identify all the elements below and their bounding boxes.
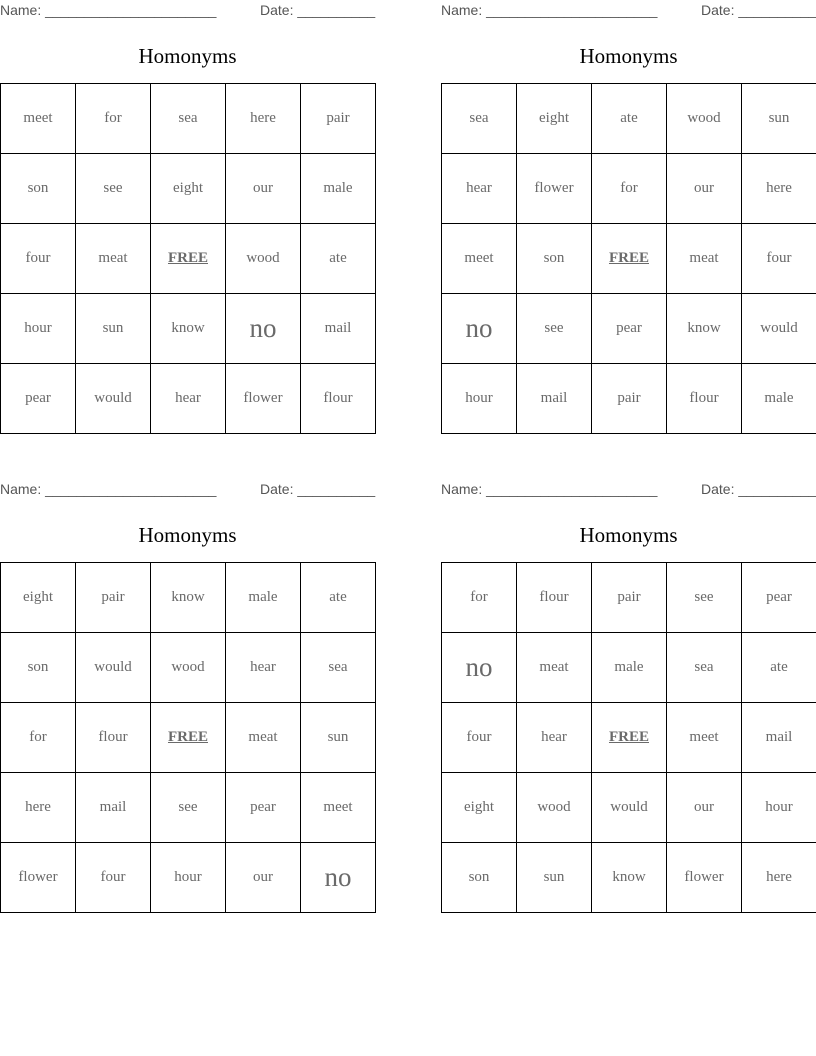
bingo-cell: see [667, 563, 742, 633]
date-field-label: Date: __________ [701, 481, 816, 497]
bingo-cell: hour [151, 843, 226, 913]
bingo-cell: would [592, 773, 667, 843]
date-field-label: Date: __________ [260, 481, 376, 497]
bingo-cell: here [742, 843, 816, 913]
bingo-cell: see [151, 773, 226, 843]
bingo-cell: hear [517, 703, 592, 773]
bingo-cell: hear [442, 154, 517, 224]
bingo-cell: would [76, 633, 151, 703]
bingo-cell: wood [517, 773, 592, 843]
name-field-label: Name: ______________________ [0, 481, 217, 497]
bingo-cell: ate [742, 633, 816, 703]
bingo-row [442, 224, 816, 294]
bingo-cell: meet [667, 703, 742, 773]
bingo-cell: no [226, 294, 301, 364]
bingo-cell: sea [151, 84, 226, 154]
bingo-cell: hear [151, 364, 226, 434]
bingo-cell: here [742, 154, 816, 224]
free-space-cell: FREE [592, 224, 667, 294]
bingo-card [0, 479, 376, 892]
bingo-cell: know [592, 843, 667, 913]
bingo-row [442, 154, 816, 224]
bingo-row [1, 294, 376, 364]
bingo-cell: hour [742, 773, 816, 843]
date-field-label: Date: __________ [701, 2, 816, 18]
bingo-cell: meet [301, 773, 376, 843]
bingo-row [442, 843, 816, 913]
bingo-cell: pear [742, 563, 816, 633]
bingo-row [1, 84, 376, 154]
bingo-row [442, 633, 816, 703]
bingo-cell: meet [1, 84, 76, 154]
bingo-cell: meat [667, 224, 742, 294]
bingo-cell: meat [517, 633, 592, 703]
bingo-cell: know [151, 563, 226, 633]
bingo-cell: flour [76, 703, 151, 773]
bingo-cell: see [76, 154, 151, 224]
bingo-cell: pair [592, 563, 667, 633]
card-title: Homonyms [138, 44, 237, 68]
bingo-card [0, 0, 376, 406]
bingo-cell: son [517, 224, 592, 294]
bingo-row [1, 364, 376, 434]
bingo-row [1, 563, 376, 633]
bingo-grid [441, 562, 816, 913]
card-header [441, 0, 816, 22]
date-field-label: Date: __________ [260, 2, 376, 18]
name-field-label: Name: ______________________ [0, 2, 217, 18]
bingo-cell: ate [301, 563, 376, 633]
name-field-label: Name: ______________________ [441, 2, 658, 18]
bingo-cell: our [667, 773, 742, 843]
free-space-cell: FREE [151, 703, 226, 773]
bingo-cell: would [742, 294, 816, 364]
bingo-cell: male [226, 563, 301, 633]
bingo-row [1, 703, 376, 773]
bingo-cell: our [226, 154, 301, 224]
bingo-cell: pair [592, 364, 667, 434]
bingo-cell: no [442, 294, 517, 364]
bingo-cell: pear [592, 294, 667, 364]
bingo-cell: our [226, 843, 301, 913]
bingo-cell: flower [517, 154, 592, 224]
card-title: Homonyms [579, 44, 678, 68]
bingo-cell: hour [442, 364, 517, 434]
bingo-cell: flour [301, 364, 376, 434]
bingo-cell: son [442, 843, 517, 913]
free-space-cell: FREE [592, 703, 667, 773]
bingo-cell: son [1, 154, 76, 224]
free-space-cell: FREE [151, 224, 226, 294]
bingo-cell: sun [76, 294, 151, 364]
bingo-cell: mail [301, 294, 376, 364]
bingo-card [441, 479, 816, 885]
bingo-cell: male [301, 154, 376, 224]
card-header [0, 479, 375, 501]
bingo-cell: mail [742, 703, 816, 773]
bingo-cell: meat [226, 703, 301, 773]
bingo-row [1, 843, 376, 913]
bingo-cell: pear [1, 364, 76, 434]
bingo-cell: mail [517, 364, 592, 434]
bingo-grid [0, 562, 376, 913]
bingo-cell: here [226, 84, 301, 154]
bingo-cell: pair [301, 84, 376, 154]
bingo-cell: no [442, 633, 517, 703]
bingo-row [442, 773, 816, 843]
bingo-cell: four [76, 843, 151, 913]
bingo-cell: flower [1, 843, 76, 913]
bingo-cell: meet [442, 224, 517, 294]
bingo-card [441, 0, 816, 406]
card-title: Homonyms [579, 523, 678, 547]
bingo-cell: pair [76, 563, 151, 633]
bingo-cell: ate [301, 224, 376, 294]
bingo-row [1, 773, 376, 843]
bingo-cell: here [1, 773, 76, 843]
bingo-cell: wood [226, 224, 301, 294]
bingo-cell: know [151, 294, 226, 364]
bingo-row [442, 703, 816, 773]
bingo-cell: flour [667, 364, 742, 434]
bingo-cell: hear [226, 633, 301, 703]
card-title: Homonyms [138, 523, 237, 547]
bingo-cell: hour [1, 294, 76, 364]
bingo-row [1, 154, 376, 224]
bingo-row [442, 294, 816, 364]
bingo-cell: four [442, 703, 517, 773]
bingo-cell: our [667, 154, 742, 224]
bingo-cell: sun [742, 84, 816, 154]
bingo-cell: mail [76, 773, 151, 843]
bingo-grid [0, 83, 376, 434]
bingo-cell: sun [517, 843, 592, 913]
card-header [0, 0, 375, 22]
bingo-cell: see [517, 294, 592, 364]
bingo-cell: eight [517, 84, 592, 154]
bingo-cell: male [592, 633, 667, 703]
bingo-cell: sun [301, 703, 376, 773]
bingo-cell: ate [592, 84, 667, 154]
bingo-cell: eight [151, 154, 226, 224]
bingo-cell: eight [1, 563, 76, 633]
bingo-cell: four [1, 224, 76, 294]
bingo-cell: wood [151, 633, 226, 703]
bingo-cell: for [76, 84, 151, 154]
bingo-row [442, 563, 816, 633]
bingo-cell: four [742, 224, 816, 294]
bingo-cell: for [592, 154, 667, 224]
bingo-cell: flower [226, 364, 301, 434]
bingo-cell: son [1, 633, 76, 703]
bingo-row [1, 224, 376, 294]
bingo-cell: for [442, 563, 517, 633]
bingo-cell: meat [76, 224, 151, 294]
bingo-cell: pear [226, 773, 301, 843]
bingo-cell: no [301, 843, 376, 913]
bingo-row [1, 633, 376, 703]
bingo-cell: sea [301, 633, 376, 703]
name-field-label: Name: ______________________ [441, 481, 658, 497]
bingo-cell: know [667, 294, 742, 364]
card-header [441, 479, 816, 501]
bingo-cell: would [76, 364, 151, 434]
bingo-row [442, 364, 816, 434]
bingo-cell: eight [442, 773, 517, 843]
bingo-cell: wood [667, 84, 742, 154]
bingo-cell: sea [442, 84, 517, 154]
bingo-grid [441, 83, 816, 434]
bingo-cell: male [742, 364, 816, 434]
bingo-cell: flour [517, 563, 592, 633]
bingo-row [442, 84, 816, 154]
bingo-cell: for [1, 703, 76, 773]
bingo-cell: flower [667, 843, 742, 913]
bingo-cell: sea [667, 633, 742, 703]
